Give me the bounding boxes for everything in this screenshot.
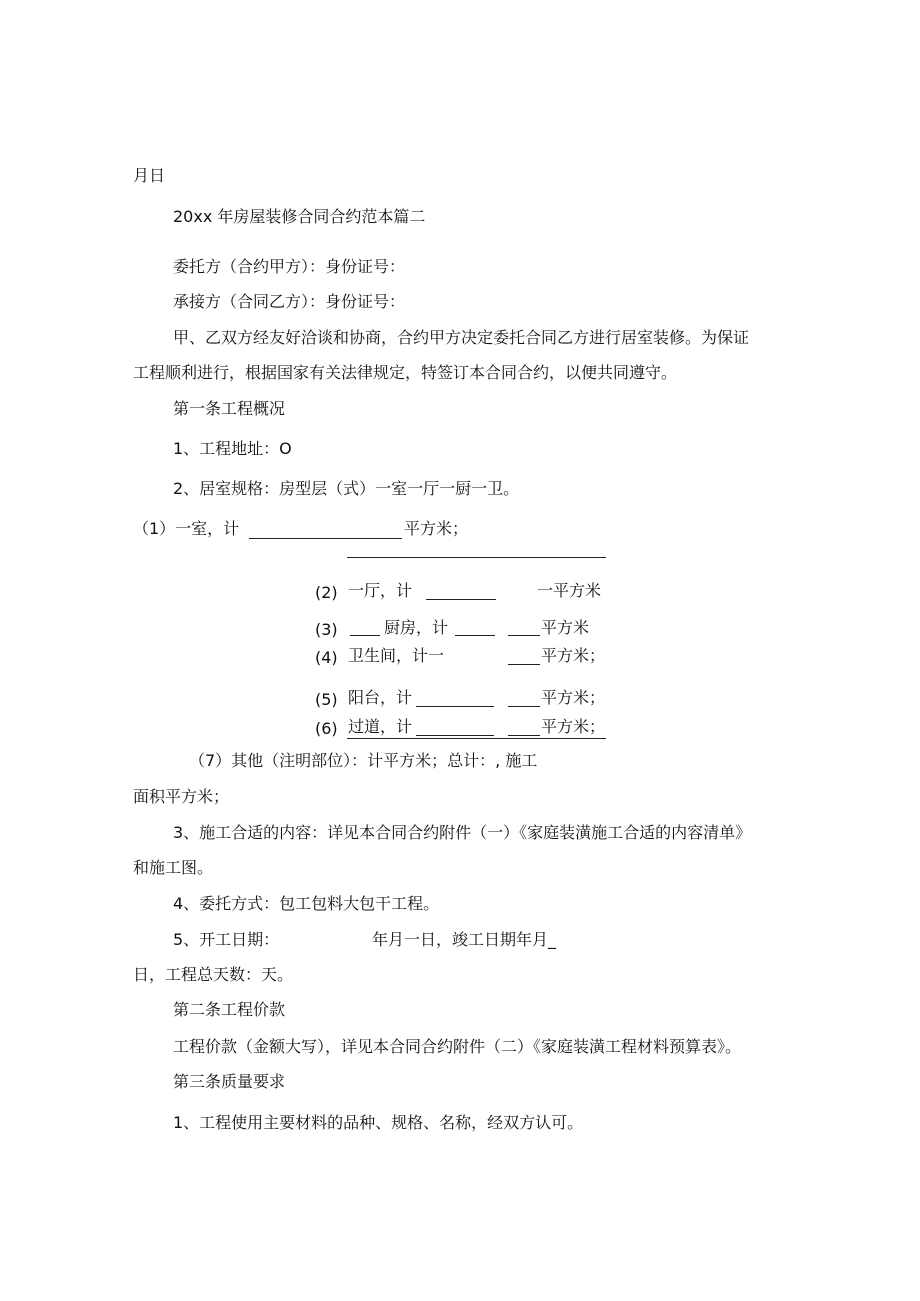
intro-paragraph-line-2: 工程顺利进行，根据国家有关法律规定，特签订本合同合约，以便共同遵守。 [133, 363, 678, 382]
article-2-heading: 第二条工程价款 [173, 1000, 286, 1019]
row-3-number: (3) [315, 620, 338, 639]
project-address: 1、工程地址：O [173, 439, 292, 458]
row-5-blank-2 [508, 706, 540, 707]
table-top-rule [347, 557, 606, 558]
room-1-blank [249, 538, 402, 539]
materials-line: 1、工程使用主要材料的品种、规格、名称，经双方认可。 [173, 1113, 584, 1132]
row-3-blank-2 [508, 635, 540, 636]
row-2-unit: 一平方米 [537, 581, 602, 600]
row-3-blank-pre [350, 635, 380, 636]
scope-line-2: 和施工图。 [133, 858, 214, 877]
total-days-line: 日，工程总天数：天。 [133, 965, 294, 984]
room-1-label: （1）一室，计 [133, 519, 240, 538]
room-spec: 2、居室规格：房型层（式）一室一厅一厨一卫。 [173, 479, 520, 498]
row-6-blank-2 [508, 735, 540, 736]
start-date-label: 5、开工日期： [173, 930, 280, 949]
article-1-heading: 第一条工程概况 [173, 399, 286, 418]
row-5-unit: 平方米； [541, 688, 606, 707]
row-4-number: (4) [315, 648, 338, 667]
row-5-number: (5) [315, 690, 338, 709]
row-4-unit: 平方米； [541, 646, 606, 665]
price-line: 工程价款（金额大写），详见本合同合约附件（二）《家庭装潢工程材料预算表》。 [173, 1037, 742, 1056]
row-3-label: 厨房，计 [384, 618, 449, 637]
start-date-value: 年月一日，竣工日期年月_ [372, 930, 557, 949]
row-2-label: 一厅，计 [348, 581, 413, 600]
article-3-heading: 第三条质量要求 [173, 1072, 286, 1091]
party-b-line: 承接方（合同乙方）：身份证号： [173, 292, 406, 311]
contract-method: 4、委托方式：包工包料大包干工程。 [173, 894, 440, 913]
row-3-unit: 平方米 [541, 618, 590, 637]
construction-area-line: 面积平方米； [133, 787, 230, 806]
row-3-blank [455, 635, 495, 636]
row-6-label: 过道，计 [348, 717, 413, 736]
row-2-number: (2) [315, 583, 338, 602]
row-4-label: 卫生间，计一 [348, 646, 445, 665]
row-5-label: 阳台，计 [348, 688, 413, 707]
row-2-blank [426, 599, 496, 600]
row-6-unit: 平方米； [541, 717, 606, 736]
date-fragment: 月日 [133, 166, 166, 185]
intro-paragraph-line-1: 甲、乙双方经友好洽谈和协商，合约甲方决定委托合同乙方进行居室装修。为保证 [173, 328, 750, 347]
other-area-line: （7）其他（注明部位）：计平方米；总计：, 施工 [189, 751, 538, 770]
row-6-blank [416, 735, 494, 736]
row-4-blank [508, 664, 540, 665]
row-5-blank [416, 706, 494, 707]
room-1-unit: 平方米； [404, 519, 469, 538]
scope-line-1: 3、施工合适的内容：详见本合同合约附件（一）《家庭装潢施工合适的内容清单》 [173, 823, 752, 842]
row-6-number: (6) [315, 719, 338, 738]
party-a-line: 委托方（合约甲方）：身份证号： [173, 257, 406, 276]
table-bottom-rule [347, 738, 606, 739]
document-title: 20xx 年房屋装修合同合约范本篇二 [173, 207, 426, 226]
